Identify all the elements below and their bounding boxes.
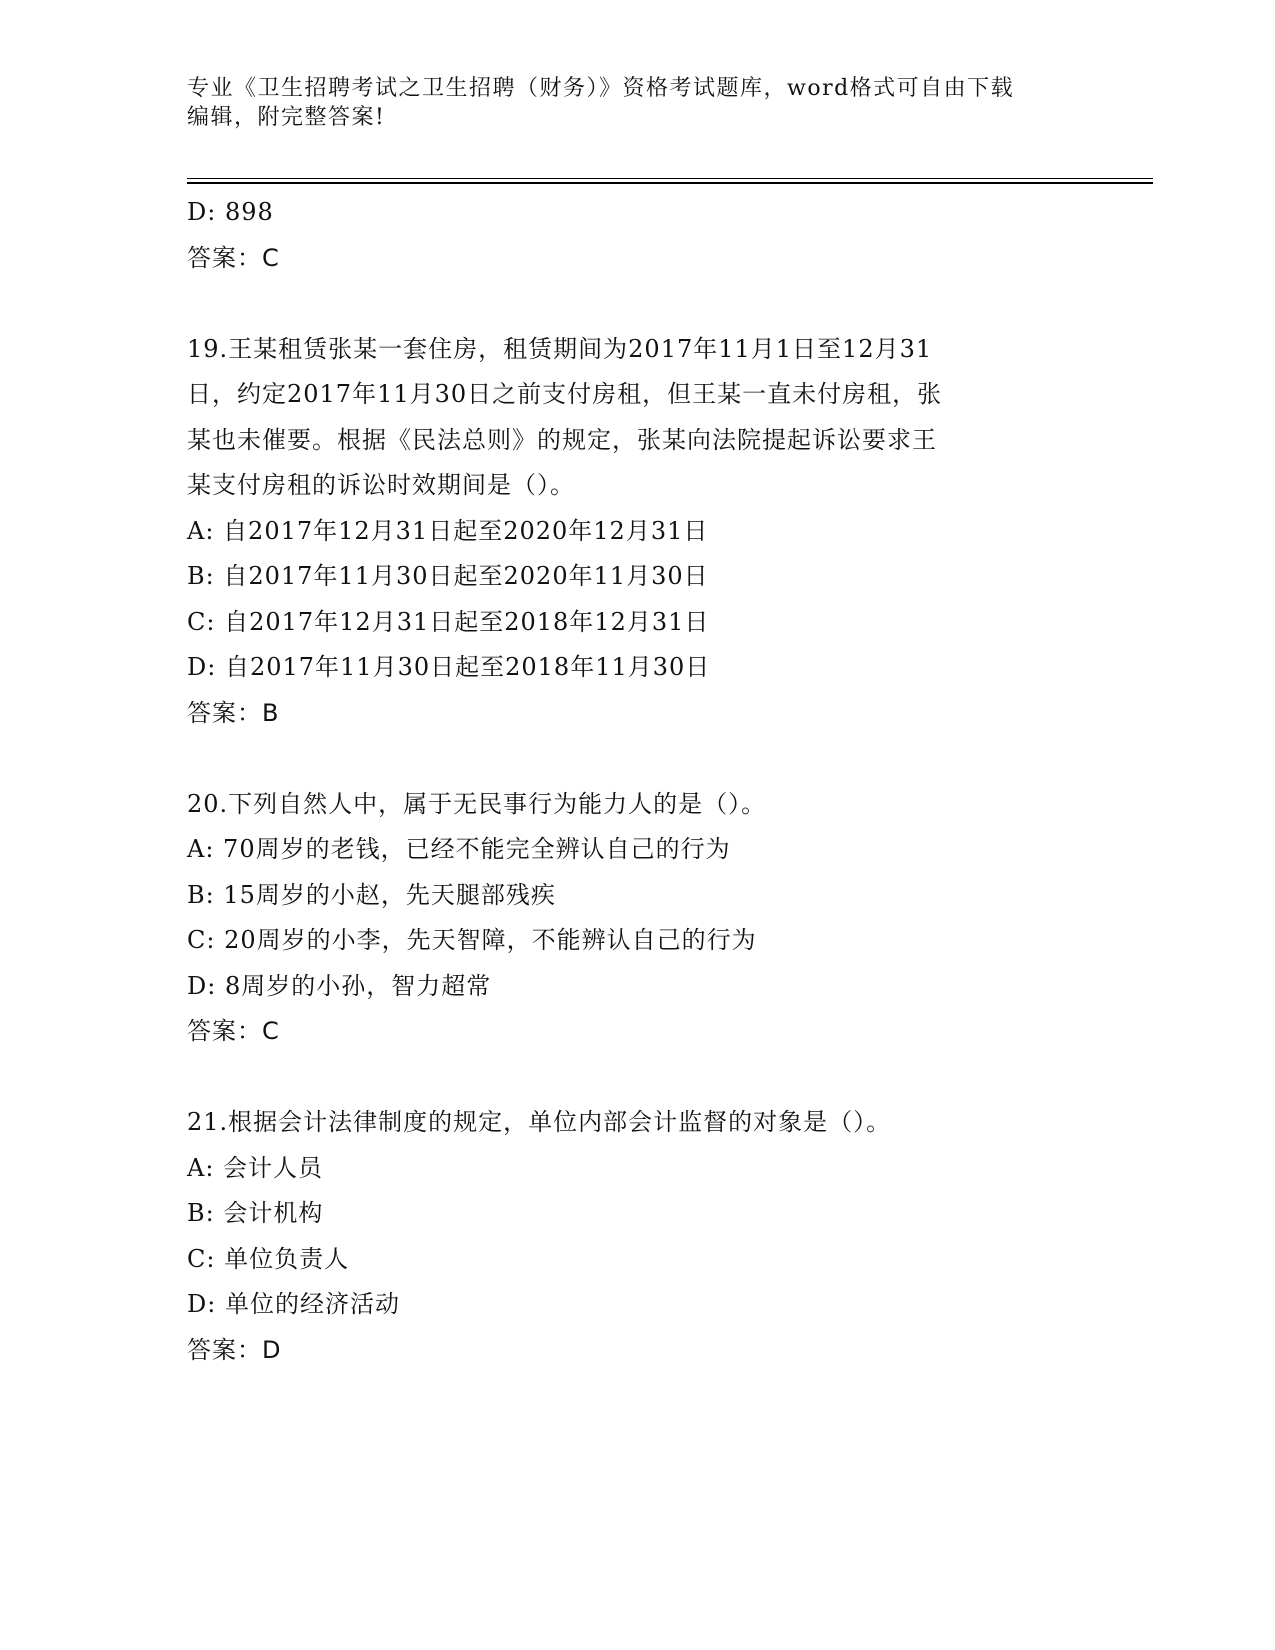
prev-answer: 答案：C [187,243,280,272]
question-21-answer: 答案：D [187,1335,282,1364]
question-20-option-c: C: 20周岁的小李，先天智障，不能辨认自己的行为 [187,926,757,954]
header-rule-bottom [187,182,1153,184]
header-line-1: 专业《卫生招聘考试之卫生招聘（财务）》资格考试题库，word格式可自由下载 [187,76,1015,101]
question-20-option-a: A: 70周岁的老钱，已经不能完全辨认自己的行为 [187,835,731,863]
prev-option-d: D: 898 [187,198,274,226]
question-19 [187,327,1087,737]
question-20-answer: 答案：C [187,1017,280,1045]
question-19-option-d: D: 自2017年11月30日起至2018年11月30日 [187,653,711,681]
question-19-stem-line: 19.王某租赁张某一套住房，租赁期间为2017年11月1日至12月31 [187,334,933,363]
question-19-stem-line: 某也未催要。根据《民法总则》的规定，张某向法院提起诉讼要求王 [187,425,937,454]
question-19-option-b: B: 自2017年11月30日起至2020年11月30日 [187,562,709,590]
question-content [187,190,1087,1373]
question-21-option-b: B: 会计机构 [187,1199,324,1227]
document-header [187,74,1067,132]
question-19-stem-line: 日，约定2017年11月30日之前支付房租，但王某一直未付房租，张 [187,380,943,408]
question-21-option-a: A: 会计人员 [187,1153,324,1182]
question-20-option-b: B: 15周岁的小赵，先天腿部残疾 [187,880,556,909]
question-19-answer: 答案：B [187,698,280,727]
question-19-option-c: C: 自2017年12月31日起至2018年12月31日 [187,607,710,636]
question-19-option-a: A: 自2017年12月31日起至2020年12月31日 [187,516,709,545]
question-21-stem-line: 21.根据会计法律制度的规定，单位内部会计监督的对象是（）。 [187,1108,892,1136]
question-20-option-d: D: 8周岁的小孙，智力超常 [187,971,492,1000]
question-21-option-d: D: 单位的经济活动 [187,1290,400,1318]
question-21 [187,1100,1087,1373]
question-20-stem-line: 20.下列自然人中，属于无民事行为能力人的是（）。 [187,789,767,818]
header-line-2: 编辑，附完整答案! [187,105,386,130]
header-rule-top [187,178,1153,179]
question-20 [187,782,1087,1055]
question-19-stem-line: 某支付房租的诉讼时效期间是（）。 [187,471,575,499]
question-21-option-c: C: 单位负责人 [187,1244,350,1273]
